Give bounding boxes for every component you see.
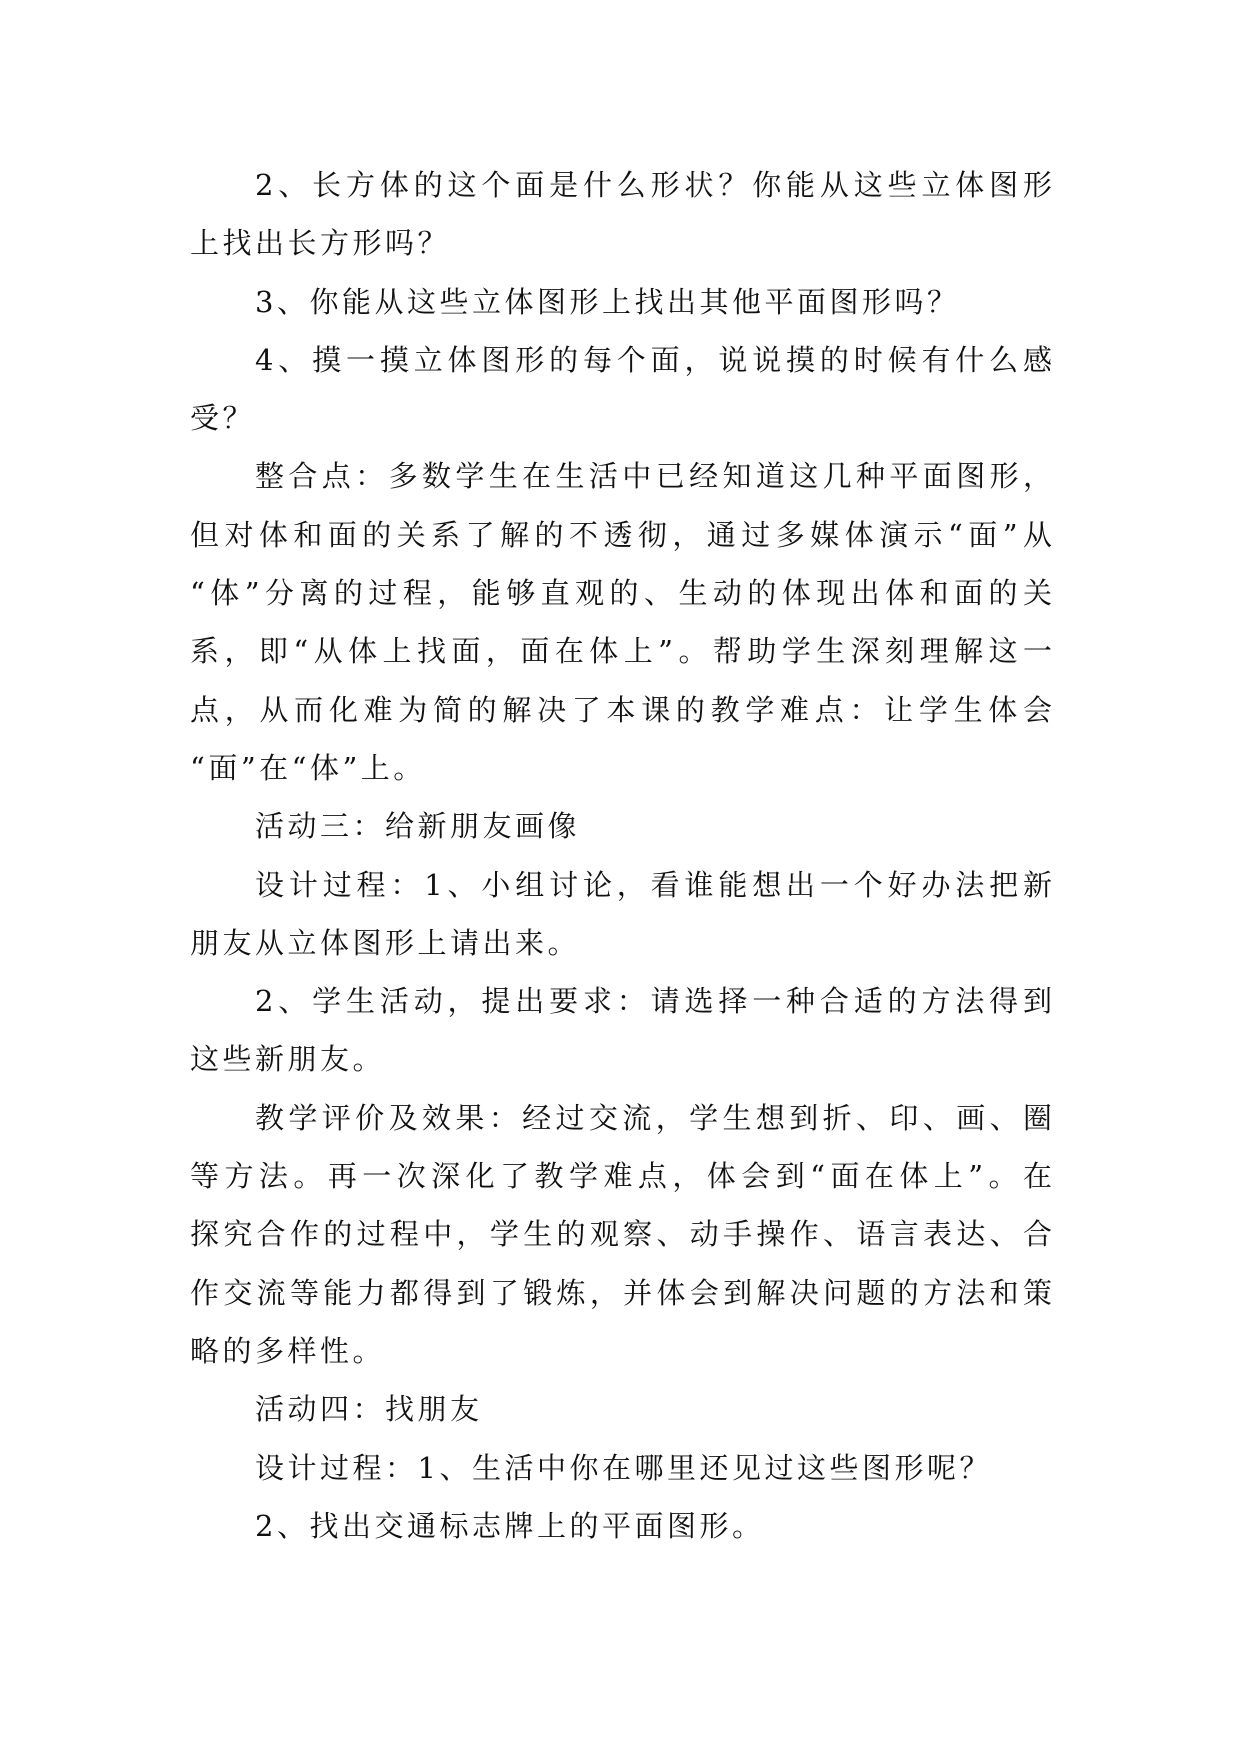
paragraph-line: 活动四：找朋友 [255, 1392, 483, 1427]
paragraph-line: 朋友从立体图形上请出来。 [190, 925, 581, 960]
teaching-evaluation-paragraph [190, 1089, 1052, 1380]
paragraph-line: 点，从而化难为简的解决了本课的教学难点：让学生体会 [190, 692, 1052, 727]
activity-4-heading [190, 1380, 1052, 1438]
paragraph-line: 设计过程：1、小组讨论，看谁能想出一个好办法把新 [255, 867, 1052, 902]
paragraph-line: 等方法。再一次深化了教学难点，体会到“面在体上”。在 [190, 1159, 1052, 1194]
paragraph-line: 4、摸一摸立体图形的每个面，说说摸的时候有什么感 [255, 342, 1052, 377]
paragraph-line: 略的多样性。 [190, 1333, 386, 1368]
step-3-paragraph [190, 273, 1052, 331]
design-process-paragraph [190, 1439, 1052, 1497]
step-2-paragraph [190, 156, 1052, 273]
paragraph-line: 教学评价及效果：经过交流，学生想到折、印、画、圈 [255, 1100, 1052, 1135]
paragraph-line: 整合点：多数学生在生活中已经知道这几种平面图形， [255, 459, 1052, 494]
paragraph-line: 2、找出交通标志牌上的平面图形。 [255, 1508, 765, 1543]
step-4-paragraph [190, 331, 1052, 448]
paragraph-line: 3、你能从这些立体图形上找出其他平面图形吗？ [255, 284, 960, 319]
paragraph-line: 设计过程：1、生活中你在哪里还见过这些图形呢？ [255, 1450, 992, 1485]
paragraph-line: 2、长方体的这个面是什么形状？你能从这些立体图形 [255, 168, 1052, 202]
paragraph-line: 受？ [190, 401, 256, 436]
traffic-sign-step-paragraph [190, 1497, 1052, 1555]
paragraph-line: 上找出长方形吗？ [190, 226, 451, 261]
paragraph-line: “面”在“体”上。 [190, 750, 426, 785]
paragraph-line: “体”分离的过程，能够直观的、生动的体现出体和面的关 [190, 576, 1052, 611]
integration-point-paragraph [190, 447, 1052, 797]
document-page [190, 156, 1052, 1555]
paragraph-line: 2、学生活动，提出要求：请选择一种合适的方法得到 [255, 984, 1052, 1019]
paragraph-line: 作交流等能力都得到了锻炼，并体会到解决问题的方法和策 [190, 1275, 1052, 1310]
paragraph-line: 系，即“从体上找面，面在体上”。帮助学生深刻理解这一 [190, 634, 1052, 669]
paragraph-line: 活动三：给新朋友画像 [255, 809, 581, 844]
paragraph-line: 这些新朋友。 [190, 1042, 386, 1077]
activity-3-heading [190, 797, 1052, 855]
student-activity-paragraph [190, 972, 1052, 1089]
paragraph-line: 但对体和面的关系了解的不透彻，通过多媒体演示“面”从 [190, 517, 1052, 552]
paragraph-line: 探究合作的过程中，学生的观察、动手操作、语言表达、合 [190, 1217, 1052, 1252]
design-process-paragraph [190, 856, 1052, 973]
